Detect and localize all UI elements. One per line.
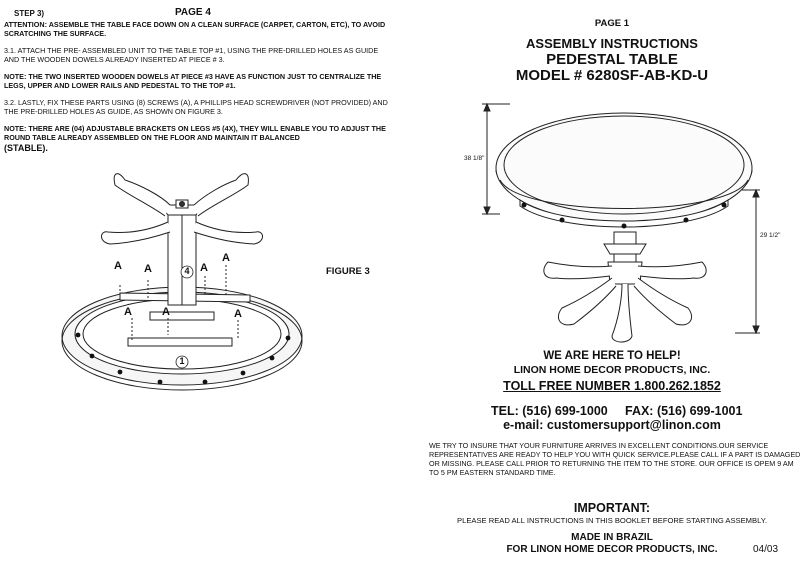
company-name: LINON HOME DECOR PRODUCTS, INC. (513, 364, 711, 376)
step-label: STEP 3) (14, 9, 45, 18)
product-name: PEDESTAL TABLE (546, 51, 678, 68)
screw-callout-a-5: A (124, 306, 132, 318)
screw-callout-a-1: A (114, 260, 122, 272)
screw-callout-a-6: A (162, 306, 170, 318)
made-in: MADE IN BRAZIL (571, 532, 653, 543)
read-instructions: PLEASE READ ALL INSTRUCTIONS IN THIS BOOKLET BEFORE STARTING ASSEMBLY. (457, 516, 767, 525)
figure-3-label: FIGURE 3 (326, 266, 370, 277)
made-for: FOR LINON HOME DECOR PRODUCTS, INC. (506, 544, 718, 555)
fax: FAX: (516) 699-1001 (625, 404, 743, 418)
part-number-1: 1 (179, 356, 185, 366)
step-3-2-text: 3.2. LASTLY, FIX THESE PARTS USING (8) SCREWS (A), A PHILLIPS HEAD SCREWDRIVER (NOT PROVIDED) AND THE PRE-DRILLED HOLES AS GUIDE, AS SHOWN ON FIGURE 3. (4, 98, 388, 116)
screw-callout-a-7: A (234, 308, 242, 320)
note-2-text: NOTE: THERE ARE (04) ADJUSTABLE BRACKETS ON LEGS #5 (4X), THEY WILL ENABLE YOU TO ADJUST THE ROUND TABLE ALREADY ASSEMBLED ON THE FLOOR AND MAINTAIN IT BALANCED (4, 124, 386, 142)
page-number-left: PAGE 4 (175, 7, 211, 18)
step-3-1-text: 3.1. ATTACH THE PRE- ASSEMBLED UNIT TO THE TABLE TOP #1, USING THE PRE-DRILLED HOLES AS GUIDE AND THE WOODEN DOWELS ALREADY INSERTED AT PIECE # 3. (4, 46, 379, 64)
model-number: MODEL # 6280SF-AB-KD-U (515, 67, 709, 84)
document-date: 04/03 (753, 544, 779, 555)
note-1-text: NOTE: THE TWO INSERTED WOODEN DOWELS AT PIECE #3 HAVE AS FUNCTION JUST TO CENTRALIZE THE LEGS, UPPER AND LOWER RAILS AND PEDESTAL TO THE TOP #1. (4, 72, 382, 90)
telephone: TEL: (516) 699-1000 (491, 404, 608, 418)
page-number-right: PAGE 1 (594, 18, 630, 29)
stable-text: (STABLE). (4, 143, 48, 153)
dimension-height: 29 1/2" (760, 232, 781, 239)
screw-callout-a-3: A (200, 262, 208, 274)
important-heading: IMPORTANT: (573, 501, 651, 515)
service-notice: WE TRY TO INSURE THAT YOUR FURNITURE ARRIVES IN EXCELLENT CONDITIONS.OUR SERVICE REPRESENTATIVES ARE READY TO HELP YOU WITH QUICK SERVICE.PLEASE CALL IF A PART IS DAMAGED OR MISSING. PLEASE CALL PRIOR TO RETURNING THE ITEM TO THE STORE. OUR OFFICE IS OPEM 9 AM TO 5 PM EASTERN STANDARD TIME. (429, 441, 801, 477)
assembly-heading: ASSEMBLY INSTRUCTIONS (526, 36, 698, 51)
part-number-4: 4 (184, 266, 190, 276)
toll-free-number: TOLL FREE NUMBER 1.800.262.1852 (503, 379, 721, 393)
dimension-diameter: 38 1/8" (464, 155, 485, 162)
screw-callout-a-4: A (222, 252, 230, 264)
screw-callout-a-2: A (144, 263, 152, 275)
attention-text: ATTENTION: ASSEMBLE THE TABLE FACE DOWN ON A CLEAN SURFACE (CARPET, CARTON, ETC), TO AVOID SCRATCHING THE SURFACE. (4, 20, 386, 38)
support-email: e-mail: customersupport@linon.com (503, 418, 721, 432)
help-heading: WE ARE HERE TO HELP! (543, 350, 681, 362)
